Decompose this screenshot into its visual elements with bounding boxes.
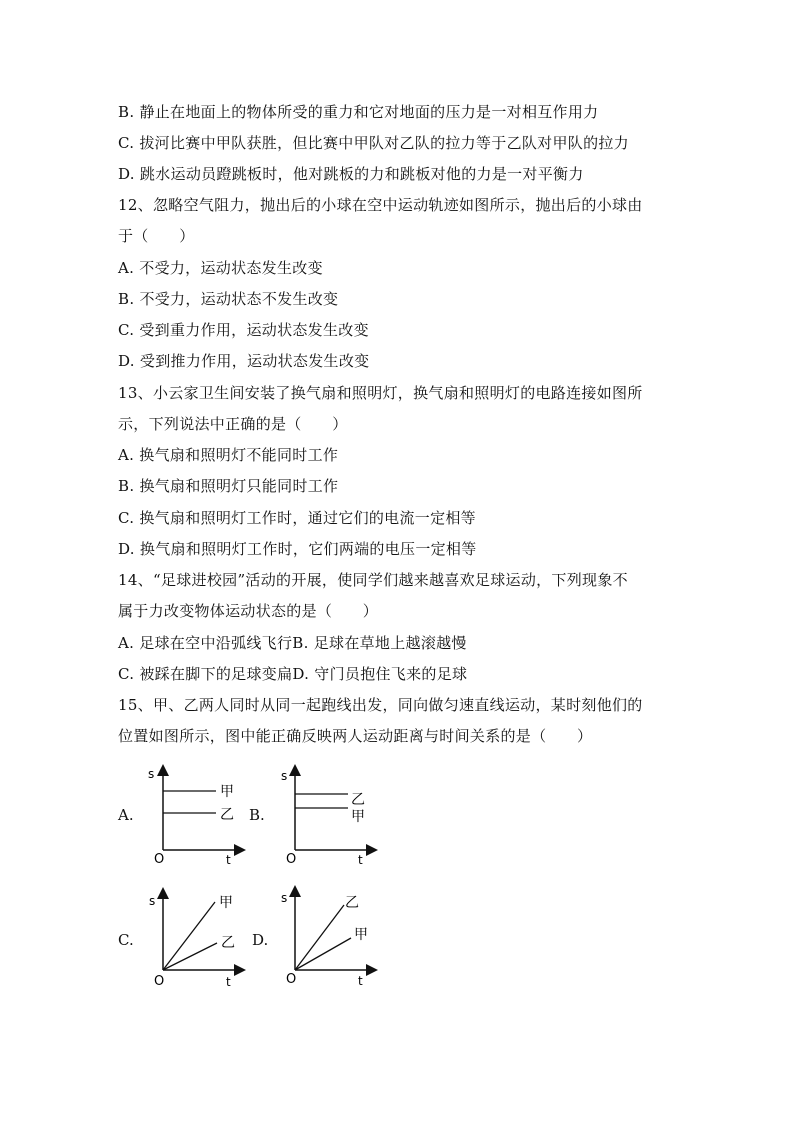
question-13-stem-line-2: 示，下列说法中正确的是（ ） (118, 415, 348, 433)
question-14-stem-line-2: 属于力改变物体运动状态的是（ ） (118, 602, 379, 620)
graph-b-lower-label: 甲 (351, 809, 365, 825)
question-15-stem-line-2: 位置如图所示，图中能正确反映两人运动距离与时间关系的是（ ） (118, 727, 593, 745)
graph-d-y-label: s (281, 891, 288, 905)
question-12-option-b: B. 不受力，运动状态不发生改变 (118, 290, 339, 308)
graph-a-upper-label: 甲 (220, 784, 234, 800)
graph-d (272, 885, 382, 995)
graph-c-y-label: s (149, 894, 156, 908)
question-13-option-a: A. 换气扇和照明灯不能同时工作 (118, 446, 339, 464)
graph-a-origin-label: O (154, 852, 165, 867)
graph-c-origin-label: O (154, 974, 165, 989)
question-11-option-d: D. 跳水运动员蹬跳板时，他对跳板的力和跳板对他的力是一对平衡力 (118, 165, 584, 183)
question-11-option-b: B. 静止在地面上的物体所受的重力和它对地面的压力是一对相互作用力 (118, 103, 599, 121)
graph-d-lower-label: 甲 (354, 927, 368, 943)
graph-c-upper-label: 甲 (219, 895, 233, 911)
graph-c-lower-label: 乙 (221, 935, 235, 951)
question-14-options-cd: C. 被踩在脚下的足球变扁D. 守门员抱住飞来的足球 (118, 665, 468, 683)
question-12-option-c: C. 受到重力作用，运动状态发生改变 (118, 321, 369, 339)
graph-b-origin-label: O (286, 852, 297, 867)
question-15-stem-line-1: 15、甲、乙两人同时从同一起跑线出发，同向做匀速直线运动，某时刻他们的 (118, 696, 643, 714)
graph-d-upper-label: 乙 (345, 895, 359, 911)
graph-d-origin-label: O (286, 972, 297, 987)
question-11-option-c: C. 拔河比赛中甲队获胜，但比赛中甲队对乙队的拉力等于乙队对甲队的拉力 (118, 134, 629, 152)
graph-a-y-label: s (148, 767, 155, 781)
question-14-stem-line-1: 14、“足球进校园”活动的开展，使同学们越来越喜欢足球运动，下列现象不 (118, 571, 628, 589)
graph-a-option-label: A. (118, 806, 134, 824)
question-13-option-c: C. 换气扇和照明灯工作时，通过它们的电流一定相等 (118, 509, 476, 527)
graph-a-x-label: t (226, 853, 231, 867)
question-12-option-a: A. 不受力，运动状态发生改变 (118, 259, 323, 277)
question-13-option-b: B. 换气扇和照明灯只能同时工作 (118, 477, 339, 495)
question-12-stem-line-1: 12、忽略空气阻力，抛出后的小球在空中运动轨迹如图所示，抛出后的小球由 (118, 196, 643, 214)
graph-a-lower-label: 乙 (220, 807, 234, 823)
graph-b-option-label: B. (249, 806, 265, 824)
question-13-option-d: D. 换气扇和照明灯工作时，它们两端的电压一定相等 (118, 540, 477, 558)
graph-d-lower-line (295, 938, 351, 970)
graph-c-upper-line (163, 902, 215, 970)
graph-d-x-label: t (358, 974, 363, 988)
graph-b (272, 760, 382, 870)
question-12-stem-line-2: 于（ ） (118, 227, 195, 245)
graph-c-x-label: t (226, 975, 231, 989)
graph-b-upper-label: 乙 (351, 792, 365, 808)
question-14-options-ab: A. 足球在空中沿弧线飞行B. 足球在草地上越滚越慢 (118, 634, 467, 652)
graph-b-x-label: t (358, 853, 363, 867)
graph-a (140, 760, 250, 870)
question-12-option-d: D. 受到推力作用，运动状态发生改变 (118, 352, 370, 370)
graph-c (140, 885, 250, 995)
graph-d-upper-line (295, 905, 344, 970)
question-13-stem-line-1: 13、小云家卫生间安装了换气扇和照明灯，换气扇和照明灯的电路连接如图所 (118, 384, 643, 402)
graph-b-y-label: s (281, 769, 288, 783)
graph-d-option-label: D. (252, 931, 269, 949)
graph-c-lower-line (163, 943, 217, 970)
graph-c-option-label: C. (118, 931, 134, 949)
